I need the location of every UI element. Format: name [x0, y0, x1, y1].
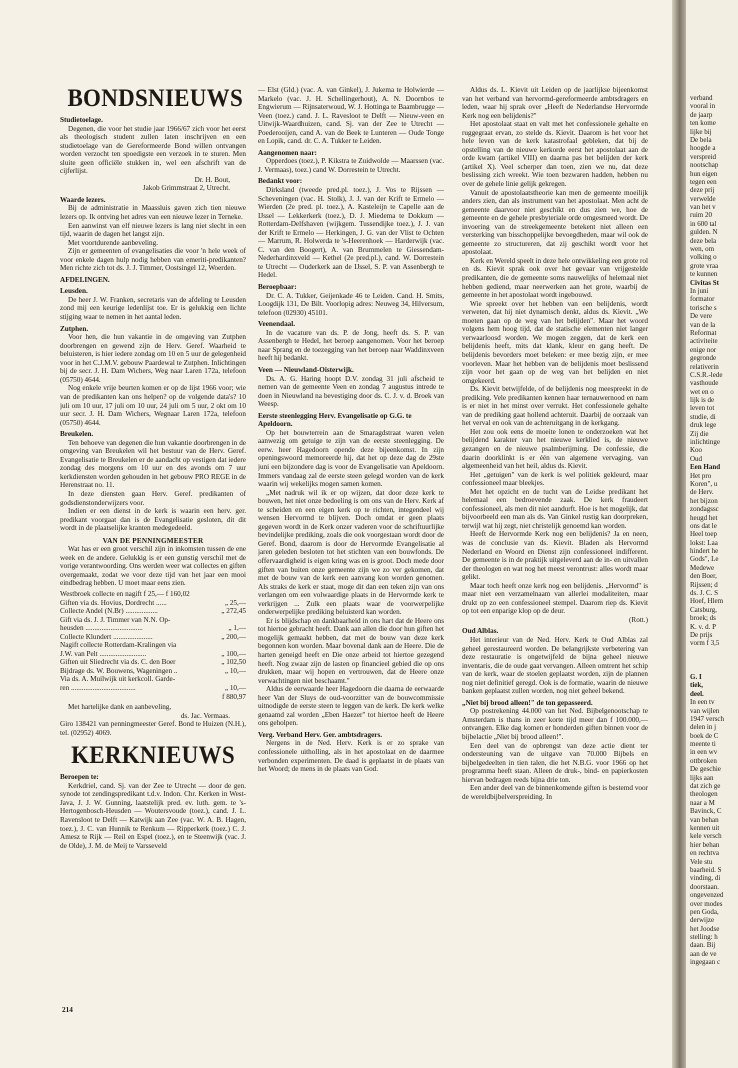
- next-page-line: vorm f 3,5: [690, 639, 720, 648]
- ledger-row: Giften uit Sliedrecht via ds. C. den Boer „ 102,50: [60, 658, 246, 667]
- paragraph: Het zou ook eens de moeite lonen te onderzoeken wat het belijdend karakter van het nieuwe kerklied is, de nieuwe gezangen en de nieuwe psalmberijming. De confessie, die daarin doorklinkt is er één van algemene vervaging, van algemeenheid van het heil, aldus ds. Kievit.: [462, 427, 648, 471]
- next-page-line: over modes: [690, 899, 723, 908]
- ledger-row: Nagift collecte Rotterdam-Kralingen via: [60, 641, 177, 650]
- section-heading: VAN DE PENNINGMEESTER: [102, 536, 204, 545]
- paragraph: Met hartelijke dank en aanbeveling,: [68, 703, 172, 712]
- next-page-line: het Joodse: [690, 924, 720, 933]
- paragraph: Heeft de Hervormde Kerk nog een belijdenis? Ja en neen, was de conclusie van ds. Kievit. Bladen als Hervormd Nederland en Woord en Dienst zijn confessioneel indifferent. De gemeente is in de praktijk uitgeleverd aan de in- en uitvallen der theologen en wat nog het meest verontrust: alles wordt maar gelikt.: [462, 530, 648, 582]
- next-page-line: De prijs: [690, 631, 713, 639]
- next-page-line: ongevenzed: [690, 891, 724, 900]
- section-heading: Bedankt voor:: [258, 177, 303, 186]
- next-page-line: [690, 648, 738, 656]
- next-page-line: Het pro: [690, 471, 712, 480]
- paragraph: Het apostolaat staat en valt met het confessionele gehalte en ruggegraat ervan, zo stelde ds. Kievit. Daarom is het voor het hele leven van de kerk katastrofaal gebleken, dat bij de opstelling van de nieuwe kerkorde eerst het apostolaat aan de orde kwam (artikel VIII) en daarna pas het belijden der kerk (artikel X). Veel scherper dan toen, zien we nu, dat deze beslissing zich wreekt. Wie toen bezwaren hadden, hebben nu over de gehele linie gelijk gekregen.: [462, 120, 648, 189]
- ledger-row: heusden ................................ „ 1,—: [60, 624, 246, 633]
- next-page-line: kennen uit: [690, 823, 720, 832]
- paragraph: Vanuit de apostolaatstheorie kan men de gemeente moeilijk anders zien, dan als instrument van het apostolaat. Men acht de gemeente daarvoor niet geschikt en dus zien we, hoe de gemeente en de gehele presbyteriale orde omgesmeed wordt. De invoering van de streekgemeente betekent niet alleen een versterking van bisschoppelijke bevoegdheden, maar wil ook de gemeente zo structureren, dat zij geschikt wordt voor het apostolaat.: [462, 188, 648, 257]
- next-page-line: meente ti: [690, 740, 716, 749]
- next-page-line: hun eigen: [690, 169, 718, 178]
- next-page-line: van behan: [690, 815, 719, 824]
- next-page-line: activiteite: [690, 337, 718, 346]
- next-page-line: druk lege: [690, 421, 717, 430]
- next-page-line: Hoef, Hlem: [690, 597, 724, 606]
- paragraph: Een deel van de opbrengst van deze actie dient ter ondersteuning van de uitgave van 70.000 Bijbels en bijbelgedeelten in tien talen, die het N.B.G. voor 1966 op het programma heeft staan. Alleen de druk-, bind- en papierkosten hiervan bedragen reeds bijna drie ton.: [462, 741, 648, 784]
- paragraph: Wat has er een groot verschil zijn in inkomsten tussen de ene week en de andere. Gelukkig is er een gunstig verschil met de vorige verantwoording. Ons werden weer wat collectes en giften overgemaakt, zodat we voor deze tijd van het jaar een mooi eindbedrag hebben. U moet maar eens zien.: [60, 545, 246, 588]
- section-heading: Veenendaal.: [258, 320, 296, 329]
- section-heading: Aangenomen naar:: [258, 148, 317, 157]
- ledger-row: ren .................................... „ 10,—: [60, 684, 246, 692]
- paragraph: Aldus de eerwaarde heer Hagedoorn die daarna de eerwaarde heer Van der Sluys de oud-voorzitter van de bouwcommissie uitnodigde de eerste steen te leggen van de kerk. De kerk welke genaamd zal worden „Eben Haezer" tot hiertoe heeft de Heere ons geholpen.: [258, 685, 444, 728]
- next-page-line: De bela: [690, 135, 712, 144]
- paragraph: Ds. A. G. Haring hoopt D.V. zondag 31 juli afscheid te nemen van de gemeente Veen en zondag 7 augustus intrede te doen in Nieuwland na bevestiging door ds. C. J. v. d. Broek van Weesp.: [258, 374, 444, 409]
- next-page-line: ten kome: [690, 119, 716, 128]
- next-page-line: inlichtinge: [690, 438, 720, 447]
- next-page-line: broek; ds: [690, 614, 716, 623]
- paragraph: Nog enkele vrije beurten komen er op de lijst 1966 voor; wie van de predikanten kan ons helpen? op de volgende data's? 10 juli om 10 uur, 17 juli om 10 uur, 24 juli om 5 uur, 2 okt om 10 uur secr. J. H. Dam Wichers, Wegnaar Laren 172a, telefoon (05750) 4644.: [60, 384, 246, 427]
- next-page-line: het bijzon: [690, 496, 718, 505]
- paragraph: Er is blijdschap en dankbaarheid in ons hart dat de Heere ons tot hiertoe gebracht heeft. Dank aan allen die door hun giften het mogelijk gemaakt hebben, dat met de bouw van deze kerk begonnen kon worden. Maar bovenal dank aan de Heere. Die de harten geneigd heeft en Die onze arbeid tot hiertoe gezegend heeft. Nog zwaar zijn de lasten op financieel gebied die op ons drukken, maar wij hopen en vertrouwen, dat de Heere onze verwachtingen niet beschaamt.": [258, 616, 444, 685]
- paragraph: In de vacature van ds. P. de Jong, heeft ds. S. P. van Assenbergh te Hedel, het beroep aangenomen. Voor het beroep naar Sprang en de toezegging van het beroep naar Waddinxveen heeft hij bedankt.: [258, 328, 444, 363]
- next-page-line: ingegaan c: [690, 958, 721, 967]
- next-page-line: in een wv: [690, 748, 718, 757]
- next-page-line: nootschap: [690, 161, 719, 170]
- next-page-line: Vele stu: [690, 857, 713, 866]
- next-page-line: verspreid: [690, 152, 717, 161]
- next-page-line: grote vraa: [690, 261, 719, 270]
- next-page-line: enige nor: [690, 345, 717, 354]
- next-page-line: aan de ve: [690, 949, 717, 958]
- next-page-line: tegen een: [690, 177, 717, 186]
- next-page-line: gulden. N: [690, 228, 718, 237]
- next-page-line: den Boer,: [690, 572, 717, 581]
- next-page-text: [686, 0, 738, 967]
- subsection-heading: Leusden.: [60, 287, 88, 296]
- section-heading: Beroepbaar:: [258, 283, 297, 292]
- next-page-line: pen Goda,: [690, 907, 719, 916]
- next-page-line: theologen: [690, 790, 718, 799]
- next-page-line: de Herv.: [690, 488, 714, 497]
- page-number: 214: [62, 1006, 73, 1014]
- next-page-line: deze bela: [690, 236, 717, 245]
- signature-address: Jakob Grimmstraat 2, Utrecht.: [142, 184, 230, 193]
- section-heading: AFDELINGEN.: [60, 275, 110, 284]
- paragraph: Nergens in de Ned. Herv. Kerk is er zo sprake van confessionele uitholling, als in het apostolaat en de daarmee verbonden experimenten. De daad is geplaatst in de plaats van het Woord; de mens in de plaats van God.: [258, 739, 444, 774]
- paragraph: „Met nadruk wil ik er op wijzen, dat door deze kerk te bouwen, het niet onze bedoeling is om ons van de Herv. Kerk af te scheiden en een eigen kerk op te richten, integendeel wij wensen Hervormd te blijven. Doch omdat er geen plaats gegeven wordt in de Kerk onzer vaderen voor de schriftuurlijke bevindelijke prediking, zoals die ook voorgestaan wordt door de Geref. Bond, daarom is door de Hervormde Evangelisatie al jaren geleden besloten tot het stichten van een bouwfonds. De offervaardigheid is eigen kring was en is groot. Doch mede door giften van buiten onze gemeente zijn we zo ver gekomen, dat met de bouw van de kerk een aanvang kon worden genomen. Als straks de kerk er staat, moge dit dan een teken zijn van ons verlangen om een volwaardige plaats in de Hervormde kerk te verkrijgen ... Zulk een plaats waar de voorwerpelijke onderwerpelijke prediking beluisterd kan worden.: [258, 488, 444, 617]
- next-page-line: formator: [690, 295, 715, 304]
- paragraph: Ten behoeve van degenen die hun vakantie doorbrengen in de omgeving van Breukelen wil het bestuur van de Herv. Geref. Evangelisatie te Breukelen er de aandacht op vestigen dat iedere zondag des morgens om 10 uur en des avonds om 7 uur kerkdiensten worden gehouden in het gebouw PRO REGE in de Herenstraat no. 11.: [60, 438, 246, 490]
- kerknieuws-title: KERKNIEUWS: [71, 742, 235, 770]
- paragraph: Op het bouwterrein aan de Smaragdstraat waren velen aanwezig om getuige te zijn van de eerste steenlegging. De eerw. heer Hagedoorn opende deze bijeenkomst. In zijn openingswoord memoreerde hij, dat het op deze dag de 29ste juni een bijzondere dag is voor de Evangelisatie van Apeldoorn. Immers vandaag zal de eerste steen gelegd worden van de kerk waarin wij wekelijks mogen samen komen.: [258, 428, 444, 489]
- subsection-heading: Zutphen.: [60, 324, 89, 333]
- next-page-line: ottbroken: [690, 756, 717, 765]
- paragraph: Kerkdriel, cand. Sj. van der Zee te Utrecht — door de gen. synode tot zendingspredikant t.d.v. Indon. Chr. Kerken in West-Java, J. J. W. Gunning, laatstelijk pred. ev. luth. gem. te 's-Hertogenbosch-Heusden — Woutersvoude (toez.), cand. J. L. Ravensloot te Delft — Katwijk aan Zee (vac. W. A. B. Hagen, toez.), J. C. van Hunnik te Renkum — Ripperkerk (toez.) C. J. Amesz te Rijk — Reil en Espel (toez.), en te Steenwijk (vac. J. de Olde), J. M. de Meij te Varsseveld: [60, 781, 246, 850]
- next-page-line: Zij die: [690, 429, 709, 438]
- ledger-row: J.W. van Pelt .......................... „ 100,—: [60, 649, 246, 658]
- next-page-line: boek de C: [690, 731, 719, 740]
- next-page-line: [690, 656, 738, 664]
- next-page-line: wen, om: [690, 245, 715, 254]
- next-page-line: Civitas St: [690, 278, 719, 287]
- next-page-line: deze prij: [690, 186, 715, 195]
- next-page-line: volking o: [690, 253, 717, 262]
- paragraph: Zijn er gemeenten of evangelisaties die voor 'n hele week of voor enkele dagen hulp nodig hebben van emeriti-predikanten? Men richte zich tot ds. J. J. Timmer, Oostsingel 12, Woerden.: [60, 247, 246, 273]
- paragraph: Wie spreekt over het hebben van een belijdenis, wordt verweten, dat hij niet dynamisch denkt, aldus ds. Kievit. „We moeten gaan op de weg van het belijden". Maar het woord volgens hem hoog tijd, dat de statische elementen niet langer verwaarloosd worden. We mogen zeggen, dat de kerk een belijdenis heeft, mits dat klank, kleur en gang heeft. De belijdenis bevorders moet beleken: er mee bezig zijn, er mee voorleven. Maar het hebben van de belijdenis moet beslissend zijn voor het gaan op de weg van het belijden en niet omgekeerd.: [462, 299, 648, 385]
- subsection-heading: Breukelen.: [60, 430, 94, 439]
- book-gutter: [672, 0, 686, 1068]
- next-page-line: de jaarp: [690, 110, 713, 119]
- paragraph: Dr. C. A. Tukker, Geijenkade 46 te Leiden. Cand. H. Smits, Loogdijk 131, De Bilt. Voorlopig adres: Neuweg 34, Hilversum, telefoon (02930) 45101.: [258, 291, 444, 317]
- ledger-row: Bijdrage ds. W. Bouwens, Wageningen .. „ 10,—: [60, 666, 246, 675]
- next-page-line: leven tot: [690, 404, 715, 413]
- next-page-line: hoogde a: [690, 144, 716, 153]
- ledger-row: Gift via ds. J. J. Timmer van N.N. Op-: [60, 615, 171, 624]
- ledger-row: Collecte Klundert ...................... „ 200,—: [60, 632, 246, 641]
- section-heading: „Niet bij brood alleen!" de ton gepasseerd.: [462, 698, 593, 707]
- next-page-line: hindert he: [690, 547, 719, 556]
- column-1: [60, 86, 246, 1026]
- ledger-total: f 880,97: [222, 692, 246, 701]
- next-page-line: De geschie: [690, 765, 721, 774]
- next-page-line: De vere: [690, 312, 712, 321]
- next-page-line: verwelde: [690, 194, 716, 203]
- next-page-line: In een tv: [690, 698, 715, 707]
- section-heading: Waarde lezers.: [60, 195, 106, 204]
- paragraph: Met het opzicht en de tucht van de Leidse predikant het helemaal een bedroevende zaak. De kerk fraudeert confessioneel, als men dit niet aandurft. Hoe is het mogelijk, dat bijvoorbeeld een man als ds. Van Ginkel rustig kan doorpreken, terwijl wat hij zegt, niet christelijk genoemd kan worden.: [462, 487, 648, 530]
- bondsnieuws-title: BONDSNIEUWS: [67, 86, 244, 112]
- paragraph: Dirksland (tweede pred.pl. toez.), J. Vos te Rijssen — Scheveningen (vac. H. Stolk), J. J. van der Krift te Ermelo — Wierden (2e pred. pl. toez.), A. Kasteleijn te Capelle aan de IJssel — Lekkerkerk (toez.), D. J. Miedema te Dokkum — Rotterdam-Delfshaven (wijkgem. Tussendijke toez.), J. J. van der Krift te Ermelo — Herkingen, J. G. van der Vlist te Ochten — Marrum, R. Holwerda te 's-Heerenhoek — Harderwijk (vac. C. van den Boogert), A. van Brummelen te Giessendam-Nederhardinxveld — Kethel (2e pred.pl.), cand. W. Dorrestein te Utrecht — Ouderkerk aan de IJssel, S. P. van Assenbergh te Hedel.: [258, 186, 444, 280]
- section-heading: Veen — Nieuwland-Oisterwijk.: [258, 365, 354, 374]
- paragraph: De heer J. W. Franken, secretaris van de afdeling te Leusden zond mij een keurige ledenlijst toe. Er is gelukkig een lichte stijging waar te nemen in het aantal leden.: [60, 295, 246, 322]
- ledger-row: Collecte Andel (N.Br) .................. „ 272,45: [60, 607, 246, 616]
- signature: ds. Jac. Vermaas.: [180, 711, 230, 720]
- ledger: [60, 590, 246, 701]
- next-page-line: derwijze: [690, 916, 715, 925]
- next-page-line: lijk is de: [690, 396, 715, 405]
- next-page-line: Koren", u: [690, 479, 718, 488]
- column-3: [462, 86, 648, 1026]
- next-page-line: ons dat le: [690, 521, 717, 530]
- paragraph: Opperdoes (toez.), P. Kikstra te Zuidwolde — Maarssen (vac. J. Vermaas), toez.) cand W. Dorrestein te Utrecht.: [258, 157, 444, 174]
- paragraph: Indien er een dienst in de kerk is waarin een herv. ger. predikant voorgaat dan is de Evangelisatie gesloten, dit dit wordt in de plaatselijke kranten medegedeeld.: [60, 507, 246, 533]
- section-heading: Beroepen te:: [60, 773, 99, 782]
- section-heading: Studietoelage.: [60, 116, 103, 124]
- next-page-line: Heel toep: [690, 530, 718, 539]
- next-page-line: Een Hand: [690, 463, 721, 472]
- next-page-line: 1947 versch: [690, 714, 725, 723]
- paragraph: Voor hen, die hun vakantie in de omgeving van Zutphen doorbrengen en gewend zijn de Herv. Geref. Waarheid te beluisteren, is hier iedere zondag om 10 en 5 uur de gelegenheid voor in het C.J.M.V. gebouw Paardewal te Zutphen. Inlichtingen bij de secr. J. H. Dam Wichers, Weg naar Laren 172a, telefoon (05750) 4644.: [60, 333, 246, 384]
- next-page-line: doorstaan.: [690, 882, 719, 891]
- paragraph: Met voortdurende aanbeveling.: [68, 238, 159, 247]
- ledger-row: Via ds. A. Muilwijk uit kerkcoll. Garde-: [60, 675, 176, 684]
- source-credit: (Rott.): [629, 615, 648, 624]
- next-page-line: studie, di: [690, 412, 716, 421]
- paragraph: — Elst (Gld.) (vac. A. van Ginkel), J. Jukema te Holwierde — Markelo (vac. J. H. Schellingerhout), A. N. Doornbos te Engwierum — Rijnsaterwoud, W. J. Hottinga te Baambrugge — Veen (toez.) cand. J. L. Ravesloot te Delft — Nieuw-veen en Uitwijk-Waardhuizen, cand. Sj. van der Zee te Utrecht — Poederooijen, cand A. van de Beek te Lunteren — Oude Tonge en Lopik, cand. dr. C. A. Tukker te Leiden.: [258, 86, 444, 146]
- paragraph: Het „getuigen" van de kerk is wel politiek gekleurd, maar confessioneel maar bleekjes.: [462, 470, 648, 488]
- section-heading: Eerste steenlegging Herv. Evangelisatie op G.G. te Apeldoorn.: [258, 411, 412, 429]
- next-page-line: vinding, di: [690, 874, 721, 883]
- paragraph: Kerk en Wereld speelt in deze hele ontwikkeling een grote rol en ds. Kievit sprak ook over het gevaar van vrijgestelde predikanten, die de gemeente soms nauwelijks of helemaal niet hebben gediend, maar neerwerken aan het grote, waarbij de gemeente in het apostolaat wordt ingebouwd.: [462, 256, 648, 300]
- next-page-line: Gods", Le: [690, 555, 719, 564]
- next-page-line: vooral in: [690, 102, 716, 111]
- paragraph: Aldus ds. L. Kievit uit Leiden op de jaarlijkse bijeenkomst van het verband van hervormd-gereformeerde ambtsdragers en leden, waar hij sprak over „Heeft de Nederlandse Hervormde Kerk nog een belijdenis?": [462, 86, 648, 120]
- next-page-line: relativerin: [690, 362, 719, 371]
- next-page-line: verband: [690, 94, 713, 102]
- next-page-line: Catsburg,: [690, 605, 717, 614]
- next-page-line: C.S.R.-lede: [690, 370, 723, 379]
- next-page-line: baarheid. S: [690, 865, 722, 874]
- section-heading: Oud Alblas.: [462, 627, 499, 636]
- next-page-line: lijks aan: [690, 773, 714, 782]
- next-page-line: van wijlen: [690, 706, 720, 715]
- next-page-line: G. I: [690, 672, 702, 681]
- paragraph: In deze diensten gaan Herv. Geref. predikanten of godsdienstonderwijzers voor.: [60, 489, 246, 507]
- next-page-line: ds. J. C. S: [690, 589, 719, 598]
- next-page-line: dat zich ge: [690, 782, 721, 791]
- next-page-line: lokst: Laa: [690, 538, 718, 547]
- next-page-line: ruim 20: [690, 211, 712, 220]
- paragraph: Giro 138421 van penningmeester Geref. Bond te Huizen (N.H.), tel. (02952) 4069.: [60, 720, 246, 737]
- next-page-line: heugd het: [690, 513, 718, 522]
- ledger-row: Westbroek collecte en nagift f 25,— f 160,02: [60, 589, 190, 598]
- next-page-line: Reformat: [690, 328, 717, 337]
- next-page-line: tiek,: [690, 681, 704, 690]
- paragraph: Degenen, die voor het studie jaar 1966/67 zich voor het eerst als theologisch student zullen laten inschrijven en een studietoelage van de Gereformeerde Bond willen ontvangen worden verzocht ten spoedigste een verzoek in te sturen. Men sluite geen officiële stukken in, wel een afschrift van de cijferlijst.: [60, 124, 246, 176]
- next-page-line: lijke bij: [690, 127, 712, 136]
- next-page-line: In juni: [690, 286, 709, 295]
- next-page-line: torische s: [690, 303, 717, 312]
- next-page-line: gegronde: [690, 354, 717, 363]
- section-heading: Verg. Verband Herv. Ger. ambtsdragers.: [258, 730, 383, 739]
- ledger-row: Giften via ds. Hovius, Dordrecht ...... „ 25,—: [60, 598, 246, 607]
- next-page-line: kele versch: [690, 832, 722, 841]
- next-page-line: Bavinck, C: [690, 807, 722, 816]
- next-page-line: zondagssc: [690, 505, 719, 514]
- next-page-line: daan. Bij: [690, 941, 716, 950]
- paragraph: Bij de administratie in Maassluis gaven zich tien nieuwe lezers op. Ik ontving het adres van een nieuwe lezer in Terneke.: [60, 204, 246, 222]
- next-page-line: vasthoude: [690, 379, 719, 388]
- next-page-line: naar a M: [690, 798, 715, 807]
- next-page-line: in 600 tal: [690, 219, 717, 228]
- paragraph: Het interieur van de Ned. Herv. Kerk te Oud Alblas zal geheel gerestaureerd worden. De belangrijkste verbetering van deze restauratie is ongetwijfeld de bijna geheel nieuwe inventaris, die de oude gaat vervangen. Alleen omtrent het schip van de kerk, waar de stoelen geplaatst worden, zijn de plannen nog niet definitief geregd. Ook is de formatie, waarin de nieuwe banken geplaatst zullen worden, nog niet geheel bekend.: [462, 636, 648, 696]
- next-page-line: Rijssen; d: [690, 580, 718, 589]
- next-page-line: hier behan: [690, 840, 720, 849]
- paragraph: Maar toch heeft onze kerk nog een belijdenis. „Hervormd" is maar niet een verzamelnaam van allerlei modaliteiten, maar drukt op zo een confessioneel stempel. Daarom riep ds. Kievit op tot een enparige klop op de deur.: [462, 581, 648, 616]
- column-2: [258, 86, 444, 1026]
- next-page-line: Medewe: [690, 563, 715, 572]
- next-page-line: van de la: [690, 320, 716, 329]
- paragraph: Een ander deel van de binnenkomende giften is bestemd voor de wereldbijbelverspreiding. In: [462, 784, 648, 801]
- next-page-line: Oud: [690, 454, 703, 463]
- paragraph: Ds. Kievit betwijfelde, of de belijdenis nog meespreekt in de prediking. Vele predikanten kennen haar ternauwernood en nam is er niet in het minst over verrukt. Het confessionele gehalte van de prediking gaat hollend achteruit. Daarbij de oorzaak van het verval en ook van de achteruitgang in de kerkgang.: [462, 385, 648, 428]
- next-page-line: en rechtva: [690, 849, 719, 858]
- next-page-line: Koo: [690, 446, 703, 455]
- paragraph: Op postrekening 44.000 van het Ned. Bijbelgenootschap te Amsterdam is thans in zeer korte tijd meer dan f 100.000,— ontvangen. Elke dag komen er honderden giften binnen voor de bijbelactie „Niet bij brood alleen!".: [462, 707, 648, 742]
- next-page-line: K. v. d. P: [690, 622, 716, 631]
- next-page-line: van het v: [690, 203, 716, 212]
- next-page-line: te kunnen: [690, 270, 718, 279]
- next-page-line: wet en o: [690, 387, 714, 396]
- next-page-line: delen in j: [690, 723, 717, 732]
- signature: Dr. H. Bout,: [194, 175, 230, 184]
- next-page-line: deel.: [690, 689, 704, 698]
- next-page-line: stelling: h: [690, 933, 718, 942]
- next-page-fragment: [686, 0, 738, 1068]
- next-page-line: [690, 665, 738, 673]
- paragraph: Een aanwinst van elf nieuwe lezers is lang niet slecht in een tijd, waarin de dagen het langst zijn.: [60, 221, 246, 239]
